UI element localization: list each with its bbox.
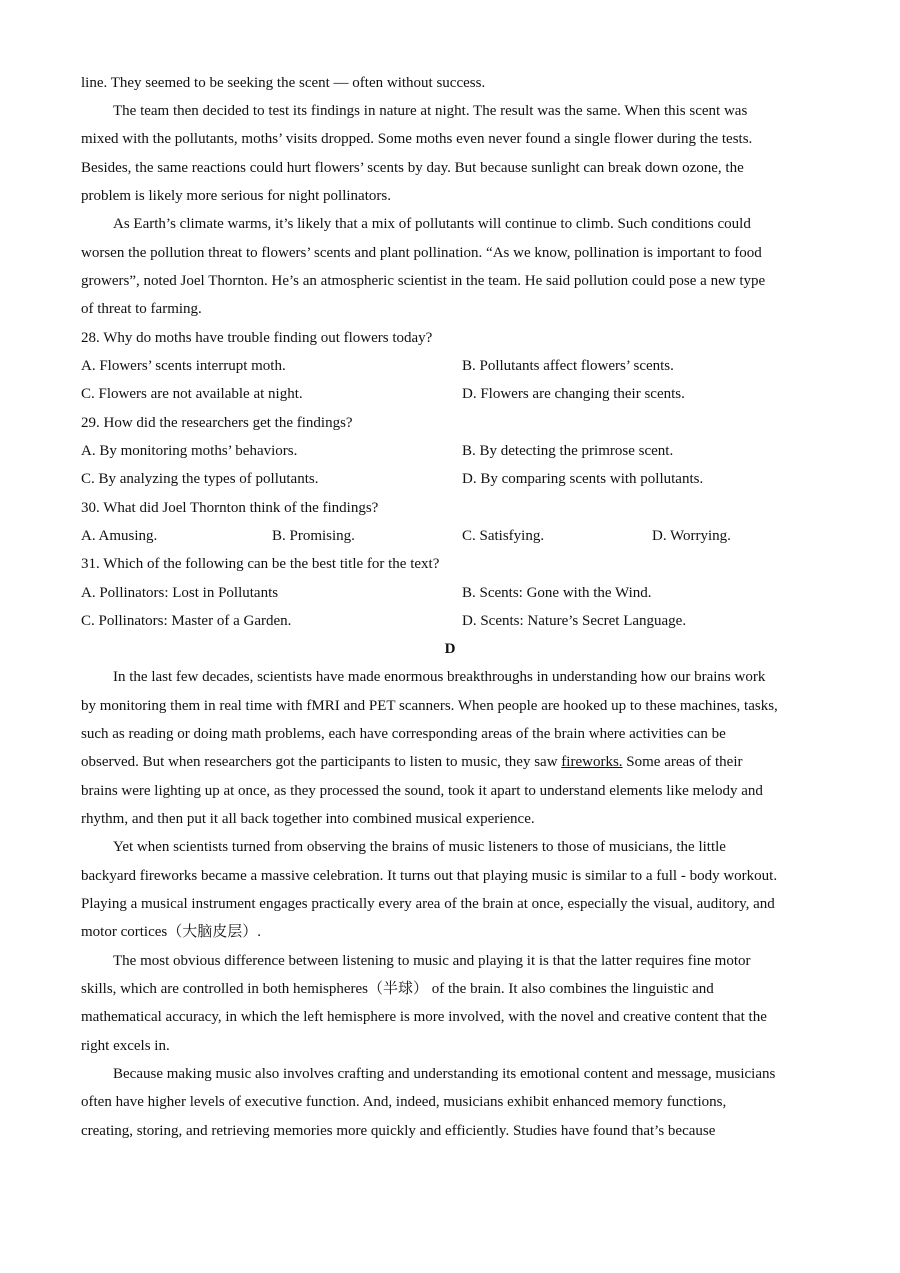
paragraph-line: skills, which are controlled in both hemispheres（半球） of the brain. It also combines the linguistic and [81, 981, 714, 997]
paragraph-line: such as reading or doing math problems, each have corresponding areas of the brain where activities can be [81, 726, 726, 742]
answer-option: B. Scents: Gone with the Wind. [462, 585, 652, 601]
paragraph-line: Because making music also involves crafting and understanding its emotional content and message, musicians [113, 1066, 776, 1082]
paragraph-line: creating, storing, and retrieving memories more quickly and efficiently. Studies have found that’s because [81, 1123, 716, 1139]
paragraph-line: often have higher levels of executive function. And, indeed, musicians exhibit enhanced memory functions, [81, 1094, 727, 1110]
paragraph-line: brains were lighting up at once, as they processed the sound, took it apart to understand elements like melody and [81, 783, 763, 799]
paragraph-line: of threat to farming. [81, 301, 202, 317]
answer-option: D. Worrying. [652, 528, 731, 544]
section-heading: D [444, 641, 456, 657]
paragraph-line: mixed with the pollutants, moths’ visits dropped. Some moths even never found a single flower during the tests. [81, 131, 753, 147]
paragraph-line: growers”, noted Joel Thornton. He’s an atmospheric scientist in the team. He said pollution could pose a new type [81, 273, 766, 289]
paragraph-line: by monitoring them in real time with fMRI and PET scanners. When people are hooked up to these machines, tasks, [81, 698, 778, 714]
paragraph-line: In the last few decades, scientists have made enormous breakthroughs in understanding how our brains work [113, 669, 766, 685]
answer-option: D. By comparing scents with pollutants. [462, 471, 704, 487]
paragraph-line: Besides, the same reactions could hurt flowers’ scents by day. But because sunlight can break down ozone, the [81, 160, 744, 176]
paragraph-line: Playing a musical instrument engages practically every area of the brain at once, especially the visual, auditory, and [81, 896, 775, 912]
paragraph-line: motor cortices（大脑皮层）. [81, 924, 261, 940]
paragraph-line [81, 752, 743, 772]
paragraph-line: The most obvious difference between listening to music and playing it is that the latter requires fine motor [113, 953, 751, 969]
text-run: Some areas of their [622, 754, 743, 770]
answer-option: A. Flowers’ scents interrupt moth. [81, 358, 286, 374]
answer-option: B. Promising. [272, 528, 355, 544]
answer-option: B. Pollutants affect flowers’ scents. [462, 358, 674, 374]
answer-option: A. By monitoring moths’ behaviors. [81, 443, 298, 459]
paragraph-line: worsen the pollution threat to flowers’ scents and plant pollination. “As we know, pollination is important to food [81, 245, 762, 261]
answer-option: A. Amusing. [81, 528, 158, 544]
paragraph-line: rhythm, and then put it all back together into combined musical experience. [81, 811, 535, 827]
underlined-word: fireworks. [561, 754, 623, 770]
answer-option: B. By detecting the primrose scent. [462, 443, 674, 459]
paragraph-line: Yet when scientists turned from observing the brains of music listeners to those of musicians, the little [113, 839, 726, 855]
paragraph-line: The team then decided to test its findings in nature at night. The result was the same. When this scent was [113, 103, 748, 119]
answer-option: C. Satisfying. [462, 528, 545, 544]
answer-option: D. Scents: Nature’s Secret Language. [462, 613, 687, 629]
question-stem: 31. Which of the following can be the best title for the text? [81, 556, 440, 572]
paragraph-line: problem is likely more serious for night pollinators. [81, 188, 391, 204]
paragraph-line: right excels in. [81, 1038, 170, 1054]
paragraph-line: backyard fireworks became a massive celebration. It turns out that playing music is similar to a full - body workout. [81, 868, 778, 884]
answer-option: C. Flowers are not available at night. [81, 386, 303, 402]
paragraph-line: line. They seemed to be seeking the scent — often without success. [81, 75, 486, 91]
paragraph-line: mathematical accuracy, in which the left hemisphere is more involved, with the novel and creative content that the [81, 1009, 767, 1025]
question-stem: 29. How did the researchers get the findings? [81, 415, 353, 431]
question-stem: 30. What did Joel Thornton think of the findings? [81, 500, 379, 516]
answer-option: D. Flowers are changing their scents. [462, 386, 685, 402]
text-run: observed. But when researchers got the participants to listen to music, they saw [81, 754, 562, 770]
answer-option: C. By analyzing the types of pollutants. [81, 471, 319, 487]
answer-option: C. Pollinators: Master of a Garden. [81, 613, 292, 629]
answer-option: A. Pollinators: Lost in Pollutants [81, 585, 279, 601]
question-stem: 28. Why do moths have trouble finding out flowers today? [81, 330, 433, 346]
paragraph-line: As Earth’s climate warms, it’s likely that a mix of pollutants will continue to climb. Such conditions could [113, 216, 751, 232]
